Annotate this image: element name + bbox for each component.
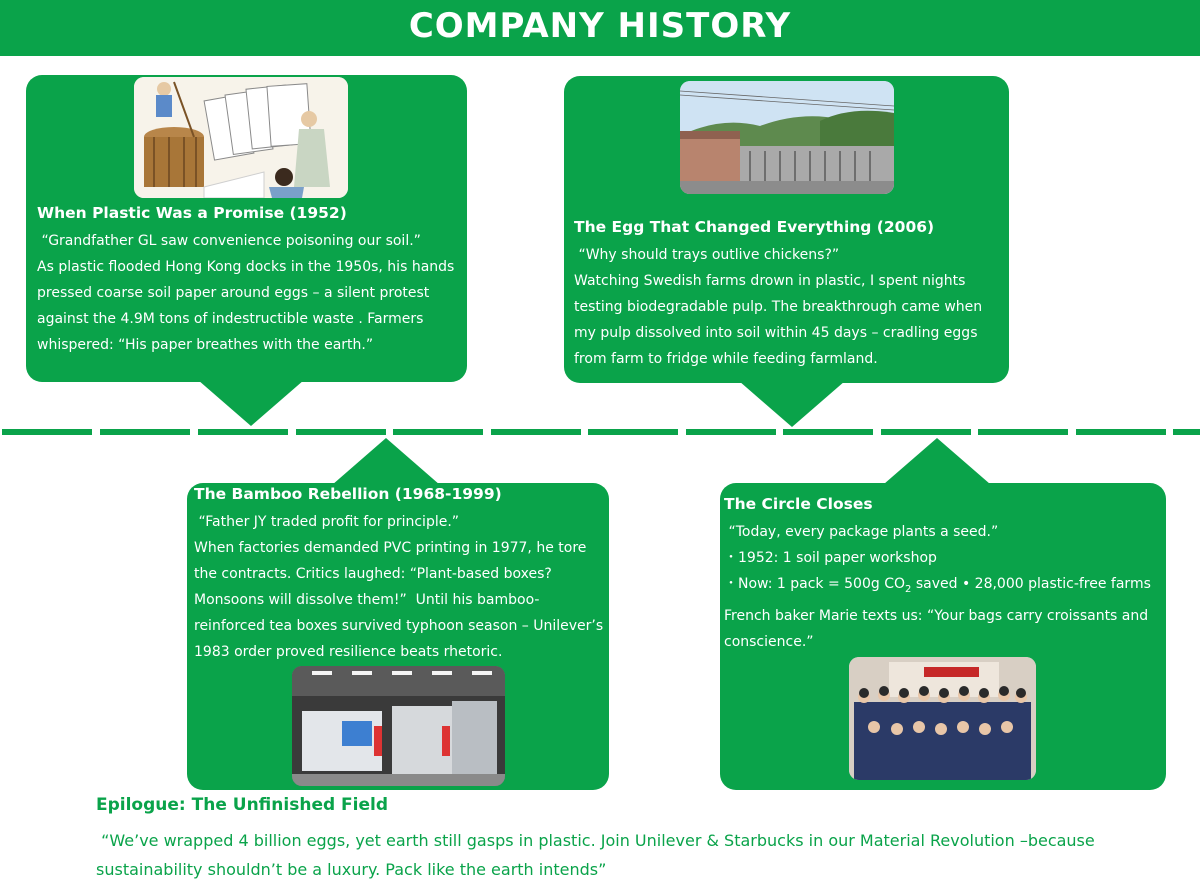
factory-exterior-photo	[680, 81, 894, 194]
card-bullet: ・1952: 1 soil paper workshop	[724, 550, 937, 566]
card-quote: “Why should trays outlive chickens?”	[574, 247, 840, 263]
timeline-card-1952	[26, 75, 467, 382]
team-photo	[849, 657, 1036, 780]
bullet-text: ・Now: 1 pack = 500g CO	[724, 576, 906, 592]
card-body: When factories demanded PVC printing in 1977, he tore the contracts. Critics laughed: “Plant-based boxes? Monsoons will dissolve them!” Until his bamboo-reinforced tea boxes survived typhoon season – Unilever’s 1983 order proved resilience beats rhetoric.	[194, 540, 604, 660]
page-title: COMPANY HISTORY	[408, 6, 792, 46]
card-body: French baker Marie texts us: “Your bags carry croissants and conscience.”	[724, 607, 1149, 650]
timeline-card-1968-1999	[187, 483, 609, 790]
card-title: The Circle Closes	[724, 495, 873, 513]
card-body: Watching Swedish farms drown in plastic, I spent nights testing biodegradable pulp. The breakthrough came when my pulp dissolved into soil within 45 days – cradling eggs from farm to fridge while feeding farmland.	[574, 273, 983, 367]
card-bullet	[724, 571, 1164, 603]
factory-machinery-photo	[292, 666, 505, 786]
card-pointer	[739, 381, 845, 427]
card-title: The Bamboo Rebellion (1968-1999)	[194, 485, 502, 503]
bullet-text: saved • 28,000 plastic-free farms	[911, 576, 1151, 592]
card-quote: “Grandfather GL saw convenience poisoning our soil.”	[37, 233, 421, 249]
timeline-card-2006	[564, 76, 1009, 383]
bullet-subscript: 2	[905, 583, 912, 595]
card-quote: “Today, every package plants a seed.”	[724, 524, 999, 540]
card-pointer	[332, 438, 440, 485]
card-title: When Plastic Was a Promise (1952)	[37, 204, 347, 222]
epilogue-title: Epilogue: The Unfinished Field	[96, 795, 389, 815]
card-pointer	[884, 438, 990, 484]
card-quote: “Father JY traded profit for principle.”	[194, 514, 460, 530]
epilogue-text: “We’ve wrapped 4 billion eggs, yet earth still gasps in plastic. Join Unilever & Starbucks in our Material Revolution –because sustainability shouldn’t be a luxury. Pack like the earth intends”	[96, 831, 1095, 879]
card-pointer	[198, 380, 304, 426]
card-body: As plastic flooded Hong Kong docks in the 1950s, his hands pressed coarse soil paper around eggs – a silent protest against the 4.9M tons of indestructible waste . Farmers whispered: “His paper breathes with the earth.”	[37, 259, 455, 353]
timeline-card-circle-closes	[720, 483, 1166, 790]
header-banner	[0, 0, 1200, 56]
card-title: The Egg That Changed Everything (2006)	[574, 218, 935, 236]
papermaking-illustration	[134, 77, 348, 198]
